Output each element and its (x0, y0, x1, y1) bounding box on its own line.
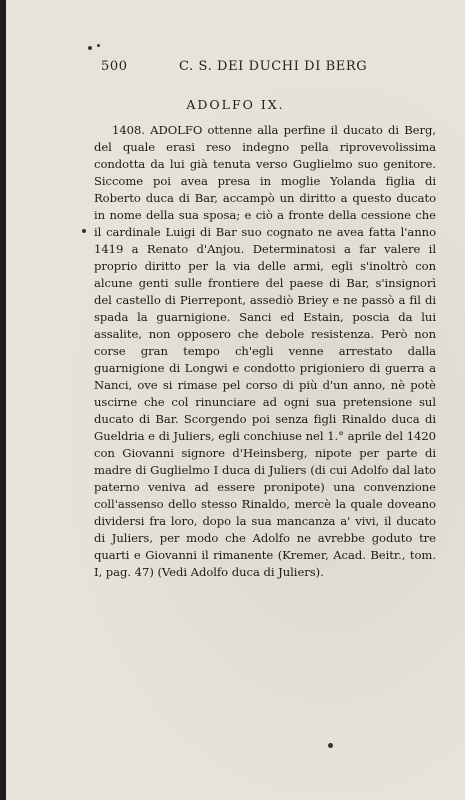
page-number: 500 (101, 59, 128, 74)
ink-spot (97, 44, 100, 47)
section-title: ADOLFO IX. (186, 97, 285, 112)
ink-spot (82, 229, 86, 233)
ink-spot (328, 743, 333, 748)
book-page (6, 0, 465, 800)
running-title: C. S. DEI DUCHI DI BERG (179, 59, 368, 74)
ink-spot (88, 46, 92, 50)
body-paragraph: 1408. ADOLFO ottenne alla perfine il ducato di Berg, del quale erasi reso indegno pella riprovevolissima condotta da lui già tenuta verso Guglielmo suo genitore. Siccome poi avea presa in moglie Yolanda figlia di Roberto duca di Bar, accampò un diritto a questo ducato in nome della sua sposa; e ciò a fronte della cessione che il cardinale Luigi di Bar suo cognato ne avea fatta l'anno 1419 a Renato d'Anjou. Determinatosi a far valere il proprio diritto per la via delle armi, egli s'inoltrò con alcune genti sulle frontiere del paese di Bar, s'insignorì del castello di Pierrepont, assediò Briey e ne passò a fil di spada la guarnigione. Sanci ed Estain, poscia da lui assalite, non opposero che debole resistenza. Però non corse gran tempo ch'egli venne arrestato dalla guarnigione di Longwi e condotto prigioniero di guerra a Nanci, ove si rimase pel corso di più d'un anno, nè potè uscirne che col rinunciare ad ogni sua pretensione sul ducato di Bar. Scorgendo poi senza figli Rinaldo duca di Gueldria e di Juliers, egli conchiuse nel 1.° aprile del 1420 con Giovanni signore d'Heinsberg, nipote per parte di madre di Guglielmo I duca di Juliers (di cui Adolfo dal lato paterno veniva ad essere pronipote) una convenzione coll'assenso dello stesso Rinaldo, mercè la quale doveano dividersi fra loro, dopo la sua mancanza a' vivi, il ducato di Juliers, per modo che Adolfo ne avrebbe goduto tre quarti e Giovanni il rimanente (Kremer, Acad. Beitr., tom. I, pag. 47) (Vedi Adolfo duca di Juliers). (94, 123, 436, 579)
